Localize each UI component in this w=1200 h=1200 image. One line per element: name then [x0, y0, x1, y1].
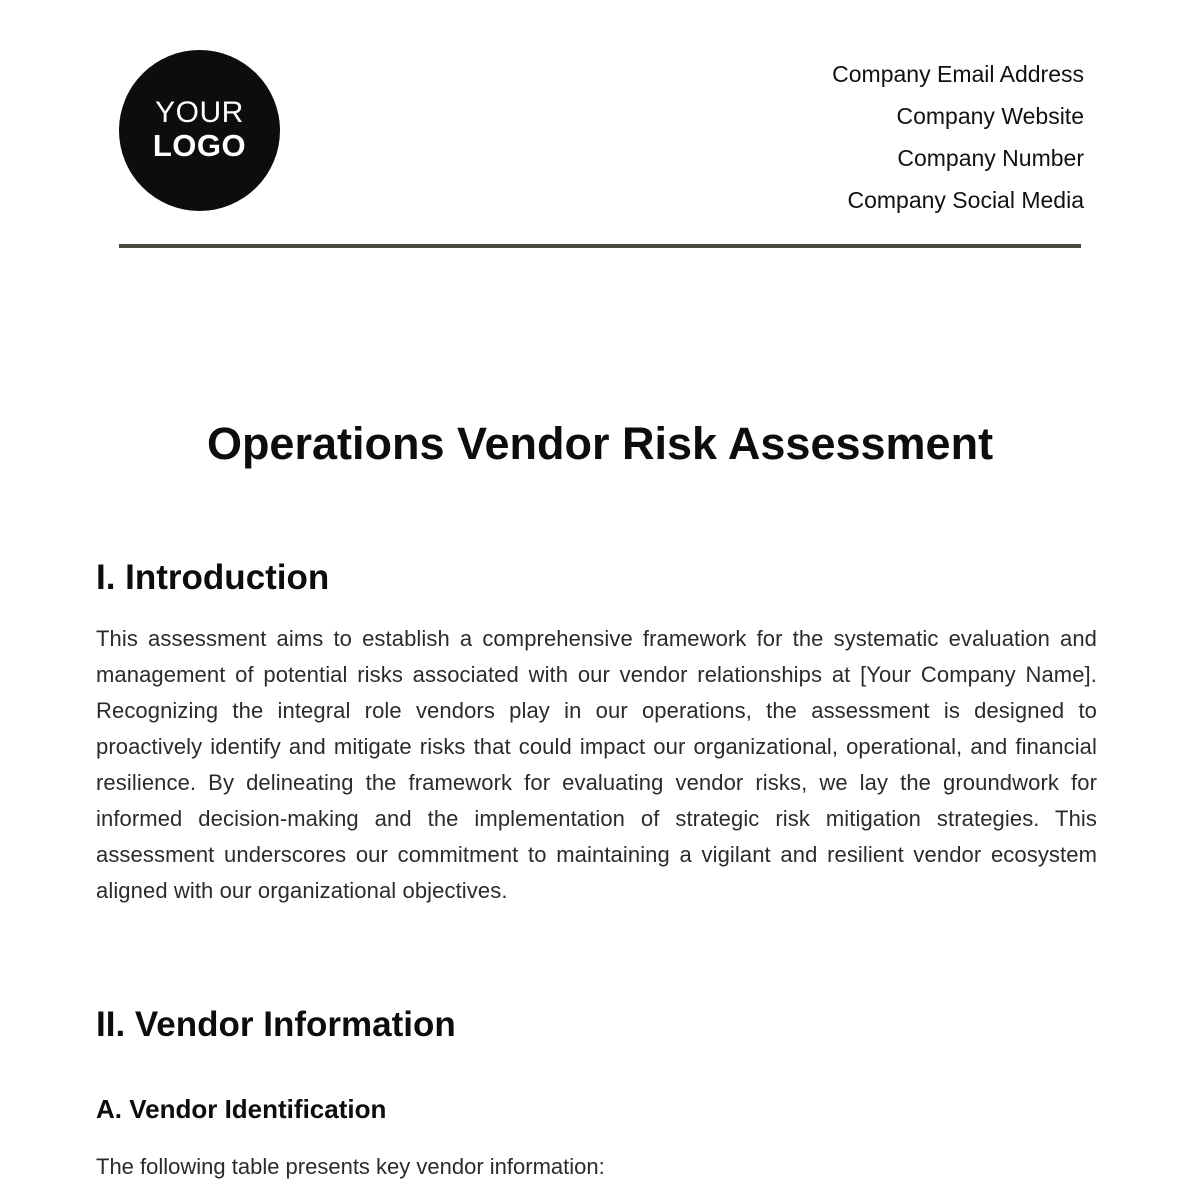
company-contact-block — [832, 53, 1084, 221]
vendor-table-intro: The following table presents key vendor information: — [96, 1154, 605, 1179]
company-email: Company Email Address — [832, 61, 1084, 87]
company-website: Company Website — [896, 103, 1084, 129]
introduction-paragraph: This assessment aims to establish a comprehensive framework for the systematic evaluation and management of potential risks associated with our vendor relationships at [Your Company Name]. Recognizing the integral role vendors play in our operations, the assessment is designed to proactively identify and mitigate risks that could impact our organizational, operational, and financial resilience. By delineating the framework for evaluating vendor risks, we lay the groundwork for informed decision-making and the implementation of strategic risk mitigation strategies. This assessment underscores our commitment to maintaining a vigilant and resilient vendor ecosystem aligned with our organizational objectives. — [96, 626, 1097, 903]
logo-text-logo: LOGO — [152, 127, 247, 163]
company-social-media: Company Social Media — [847, 187, 1084, 213]
document-title: Operations Vendor Risk Assessment — [206, 418, 994, 469]
section-heading-vendor-information: II. Vendor Information — [96, 1005, 456, 1044]
company-number: Company Number — [897, 145, 1084, 171]
section-heading-introduction: I. Introduction — [96, 558, 330, 597]
logo-text-your: YOUR — [155, 95, 244, 129]
subsection-heading-vendor-identification: A. Vendor Identification — [96, 1094, 387, 1124]
company-logo — [119, 50, 280, 211]
header-divider — [119, 244, 1081, 248]
